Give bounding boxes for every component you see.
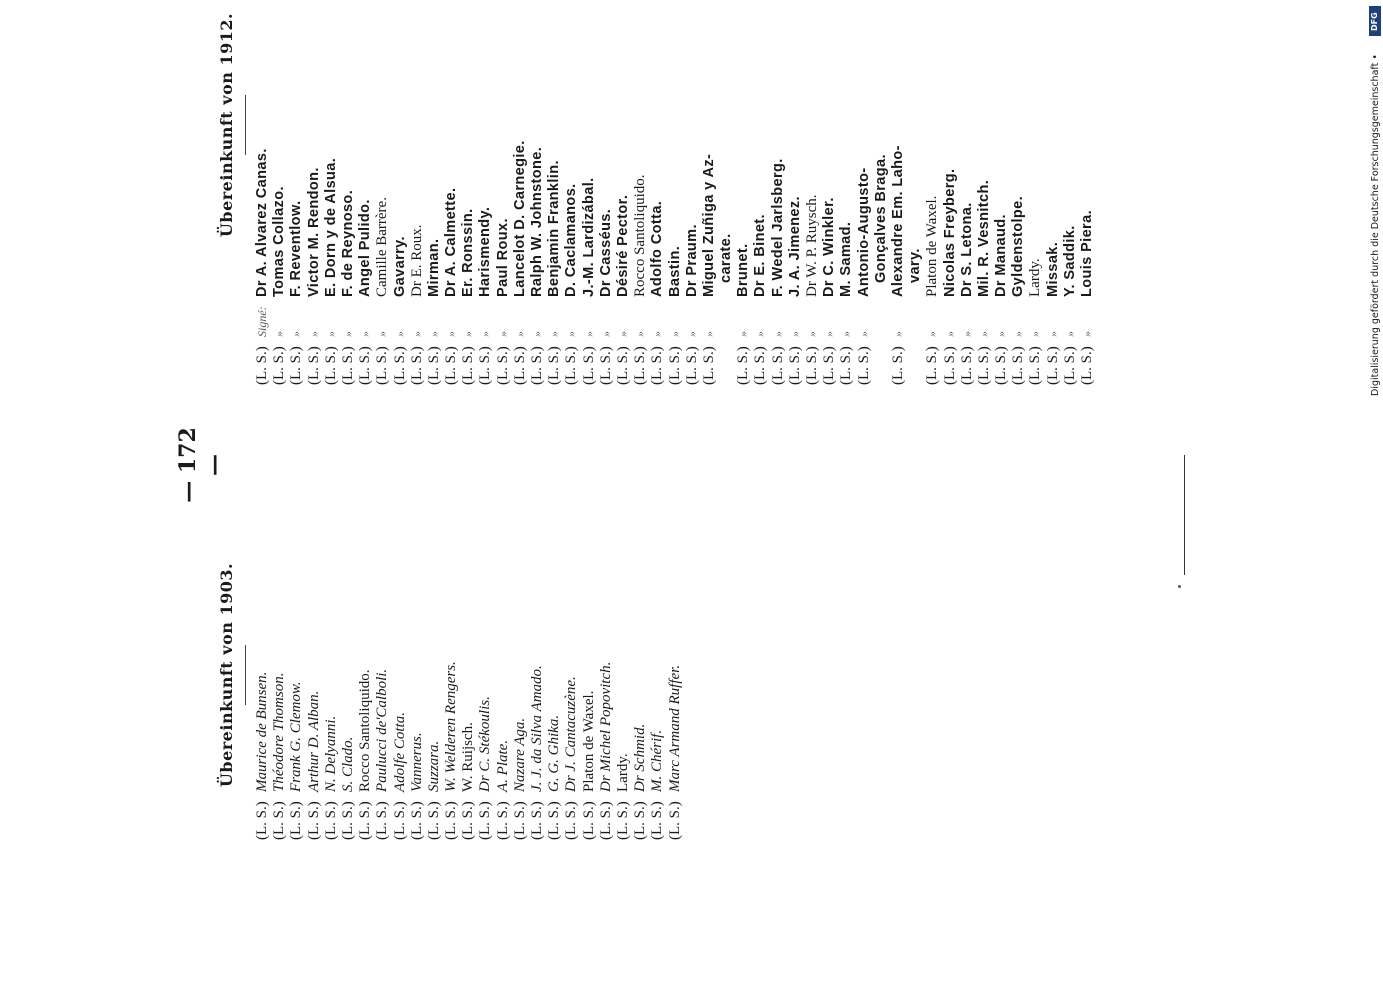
signatory-row [993,0,1010,385]
signatory-row [701,0,718,385]
signatory-name: Mil. R. Vesnitch. [975,179,992,297]
signatory-name: Dr A. Alvarez Canas. [254,148,270,297]
signe-mark: » [1045,331,1060,337]
heading-rule [245,645,246,705]
signatory-name: Dr S. Letona. [958,202,975,297]
seal-mark: (L. S.) [529,801,545,840]
signatory-name: Missak. [1044,241,1061,297]
signatory-name: Victor M. Rendon. [305,167,322,297]
signe-mark: » [890,331,905,337]
signe-mark: » [925,331,940,337]
ink-speck [1178,585,1181,588]
signe-mark: » [650,331,665,337]
seal-mark: (L. S.) [1010,346,1027,385]
signe-mark: » [822,331,837,337]
signe-mark: » [787,331,802,337]
signatory-name: J. A. Jimenez. [786,196,803,297]
signatory-row [288,0,305,385]
signatory-name: Paulucci de'Calboli. [374,668,391,792]
signatory-name: Tomas Collazo. [271,186,288,297]
signatory-row [357,510,374,840]
signe-mark: » [736,331,751,337]
signatory-name: Dr E. Roux. [408,224,425,297]
seal-mark: (L. S.) [494,801,511,840]
signatory-row [512,510,529,840]
signatory-row [1045,0,1062,385]
signatory-name: Gyldenstolpe. [1010,195,1027,297]
signatory-name: Benjamin Franklin. [546,160,563,297]
signatory-name: F. Reventlow. [288,200,305,297]
signatory-row [1079,0,1096,385]
signatory-name: F. de Reynoso. [339,189,356,297]
signe-mark: » [856,331,871,337]
seal-mark: (L. S.) [941,346,958,385]
signatory-row [838,0,855,385]
signatory-name: Nicolas Freyberg. [941,168,958,297]
signatory-name: Nazare Aga. [511,717,528,792]
signatory-name: Gonçalves Braga. [872,154,889,283]
signatory-row [632,0,649,385]
seal-mark: (L. S.) [769,346,786,385]
signe-mark: » [564,331,579,337]
signatory-row [374,510,391,840]
seal-mark: (L. S.) [460,346,477,385]
signatory-name: Dr C. Stékoulis. [477,696,494,792]
signatory-row [907,0,924,385]
digitization-credit [1368,6,1382,396]
seal-mark: (L. S.) [443,346,460,385]
signatory-name: Ralph W. Johnstone. [529,146,545,297]
signatory-name: Marc Armand Ruffer. [666,664,683,792]
seal-mark: (L. S.) [597,346,614,385]
signe-mark: » [839,331,854,337]
convention-1903-column [215,510,684,840]
seal-mark: (L. S.) [580,346,597,385]
seal-mark: (L. S.) [254,346,270,385]
signe-mark: » [976,331,991,337]
signatory-name: Arthur D. Alban. [305,690,322,792]
signatory-row [770,0,787,385]
signe-mark: » [1011,331,1026,337]
signe-mark: » [495,331,510,337]
signatory-name: Lardy. [1027,258,1044,297]
signatory-name: N. Delyanni. [322,715,339,792]
signatory-row [976,0,993,385]
signe-mark: » [805,331,819,337]
signatory-row [856,0,873,385]
signatory-row [443,0,460,385]
seal-mark: (L. S.) [357,346,374,385]
seal-mark: (L. S.) [546,346,563,385]
seal-mark: (L. S.) [614,801,631,840]
signatory-name: Platon de Waxel. [580,690,597,792]
seal-mark: (L. S.) [580,801,597,840]
signe-mark: » [375,331,390,337]
signatory-row [873,0,890,385]
seal-mark: (L. S.) [700,346,717,385]
seal-mark: (L. S.) [391,346,408,385]
signe-mark: » [942,331,957,337]
signatory-row [271,510,288,840]
signe-mark: » [994,331,1009,337]
signatory-list-1912 [254,0,1096,385]
signatory-row [563,510,580,840]
signe-mark: » [633,331,648,337]
signatory-row [340,510,357,840]
signe-mark: » [598,331,613,337]
seal-mark: (L. S.) [511,346,528,385]
seal-mark: (L. S.) [786,346,803,385]
signatory-row [787,0,804,385]
seal-mark: (L. S.) [889,346,906,385]
signatory-row [477,0,494,385]
signe-mark: » [392,331,407,337]
signatory-row [443,510,460,840]
signatory-name: Harismendy. [477,206,494,297]
signatory-name: Brunet. [735,243,752,297]
signatory-row [426,510,443,840]
signatory-row [1062,0,1079,385]
seal-mark: (L. S.) [477,801,494,840]
signatory-name: Mirman. [425,238,442,297]
signatory-row [684,0,701,385]
signatory-name: Dr Casséus. [597,208,614,297]
signe-mark: » [530,331,544,337]
seal-mark: (L. S.) [511,801,528,840]
signatory-name: vary. [907,248,924,283]
signe-mark: » [753,331,768,337]
signatory-name: A. Plate. [494,739,511,792]
seal-mark: (L. S.) [666,346,683,385]
signatory-name: Dr Michel Popovitch. [597,661,614,792]
signatory-name: Platon de Waxel. [924,195,941,297]
signatory-name: W. Welderen Rengers. [443,661,460,792]
signatory-name: Lancelot D. Carnegie. [511,140,528,297]
signatory-row [392,510,409,840]
signatory-name: Rocco Santoliquido. [357,669,374,792]
digitization-credit-text: Digitalisierung gefördert durch die Deutsche Forschungsgemeinschaft • [1370,54,1381,396]
convention-1912-column [215,0,1096,385]
seal-mark: (L. S.) [391,801,408,840]
signatory-name: Vannerus. [408,732,425,792]
signatory-name: D. Caclamanos. [563,183,580,297]
signatory-list-1903 [254,510,684,840]
signatory-name: Dr A. Calmette. [443,187,460,297]
seal-mark: (L. S.) [1079,346,1095,385]
signatory-row [649,0,666,385]
signatory-row [409,510,426,840]
signe-mark: » [701,331,716,337]
signatory-name: J. J. da Silva Amado. [529,665,545,792]
seal-mark: (L. S.) [1044,346,1061,385]
signe-mark: » [615,331,630,337]
seal-mark: (L. S.) [993,346,1010,385]
seal-mark: (L. S.) [546,801,563,840]
seal-mark: (L. S.) [975,346,992,385]
seal-mark: (L. S.) [374,346,391,385]
seal-mark: (L. S.) [408,346,425,385]
signe-mark: » [272,331,287,337]
signatory-row [752,0,769,385]
signe-mark: » [1080,331,1094,337]
seal-mark: (L. S.) [1061,346,1078,385]
signatory-row [598,510,615,840]
signatory-row [667,510,684,840]
signe-mark: » [340,331,355,337]
seal-mark: (L. S.) [339,346,356,385]
signe-mark: » [358,331,373,337]
seal-mark: (L. S.) [563,346,580,385]
signatory-name: Y. Saddik. [1061,225,1078,297]
signatory-name: G. G. Ghika. [546,714,563,792]
signatory-name: Gavarry. [391,236,408,297]
signatory-row [615,510,632,840]
seal-mark: (L. S.) [425,346,442,385]
signatory-row [460,0,477,385]
seal-mark: (L. S.) [494,346,511,385]
signe-mark: » [581,331,596,337]
seal-mark: (L. S.) [339,801,356,840]
seal-mark: (L. S.) [322,346,339,385]
signatory-name: Er. Ronssin. [460,208,477,297]
signe-mark: » [684,331,699,337]
seal-mark: (L. S.) [271,801,288,840]
signatory-row [529,0,546,385]
heading-rule [245,95,246,155]
seal-mark: (L. S.) [597,801,614,840]
seal-mark: (L. S.) [838,346,855,385]
seal-mark: (L. S.) [632,801,649,840]
signatory-name: Adolfo Cotta. [649,200,666,297]
signatory-row [942,0,959,385]
signe-mark: » [306,331,321,337]
seal-mark: (L. S.) [305,346,322,385]
signatory-row [409,0,426,385]
signatory-name: Désiré Pector. [614,194,631,297]
signatory-name: Adolfe Cotta. [391,712,408,792]
seal-mark: (L. S.) [649,801,666,840]
signatory-row [890,0,907,385]
signatory-name: Frank G. Clemow. [288,681,305,792]
signatory-row [495,0,512,385]
seal-mark: (L. S.) [288,801,305,840]
signatory-name: Miguel Zuñiga y Az- [700,153,717,297]
signatory-name: Suzzara. [425,740,442,792]
seal-mark: (L. S.) [563,801,580,840]
signatory-name: Dr Praum. [683,224,700,297]
signatory-row [563,0,580,385]
signe-mark: » [667,331,682,337]
seal-mark: (L. S.) [322,801,339,840]
signatory-row [581,510,598,840]
signatory-row [512,0,529,385]
signatory-row [735,0,752,385]
seal-mark: (L. S.) [666,801,683,840]
seal-mark: (L. S.) [443,801,460,840]
seal-mark: (L. S.) [425,801,442,840]
signatory-row [323,0,340,385]
signe-mark: » [770,331,785,337]
signatory-row [529,510,546,840]
seal-mark: (L. S.) [924,346,941,385]
signatory-name: Alexandre Em. Laho- [889,145,906,297]
seal-mark: (L. S.) [632,346,649,385]
signatory-row [254,510,271,840]
signatory-row [924,0,941,385]
signe-mark: » [289,331,304,337]
signatory-row [323,510,340,840]
signe-mark: » [323,331,338,337]
seal-mark: (L. S.) [649,346,666,385]
signatory-name: Camille Barrère. [374,197,391,297]
signatory-name: S. Clado. [339,736,356,792]
seal-mark: (L. S.) [271,346,288,385]
signatory-name: Dr Manaud. [993,214,1010,297]
seal-mark: (L. S.) [735,346,752,385]
signatory-name: Lardy. [614,753,631,792]
signatory-row [426,0,443,385]
signatory-row [667,0,684,385]
signatory-row [374,0,391,385]
signatory-row [392,0,409,385]
margin-rule [1184,455,1185,575]
seal-mark: (L. S.) [1027,346,1044,385]
signatory-name: Dr Schmid. [632,723,649,792]
seal-mark: (L. S.) [958,346,975,385]
signatory-row [581,0,598,385]
signatory-row [959,0,976,385]
signe-mark: » [959,331,974,337]
signatory-name: Bastin. [666,245,683,297]
signatory-row [649,510,666,840]
signatory-row [460,510,477,840]
signe-mark: » [1062,331,1077,337]
signatory-row [477,510,494,840]
seal-mark: (L. S.) [357,801,374,840]
signatory-row [271,0,288,385]
seal-mark: (L. S.) [254,801,270,840]
signatory-name: W. Ruijsch. [460,722,477,792]
signatory-name: J.-M. Lardizábal. [580,177,597,297]
seal-mark: (L. S.) [529,346,545,385]
signatory-row [306,510,323,840]
signatory-row [546,510,563,840]
signatory-row [804,0,821,385]
signatory-row [718,0,735,385]
seal-mark: (L. S.) [804,346,820,385]
signatory-name: Dr E. Binet. [752,214,769,297]
signe-mark: » [444,331,459,337]
signatory-row [598,0,615,385]
signatory-row [357,0,374,385]
signe-mark: » [547,331,562,337]
seal-mark: (L. S.) [683,346,700,385]
signatory-name: M. Samad. [838,221,855,297]
signatory-row [495,510,512,840]
signatory-name: Antonio-Augusto- [855,167,872,297]
signatory-name: Paul Roux. [494,218,511,297]
signatory-row [340,0,357,385]
signatory-name: Dr C. Winkler. [821,197,838,297]
signe-mark: » [1028,331,1043,337]
signatory-row [632,510,649,840]
signe-mark: » [409,331,424,337]
seal-mark: (L. S.) [614,346,631,385]
signatory-name: carate. [718,233,735,283]
signatory-name: E. Dorn y de Alsua. [322,157,339,297]
convention-1912-heading: Übereinkunft von 1912. [217,12,236,238]
seal-mark: (L. S.) [288,346,305,385]
signatory-name: M. Chérif. [649,729,666,792]
page-number: — 172 — [175,427,227,503]
signatory-name: Maurice de Bunsen. [254,671,270,792]
seal-mark: (L. S.) [821,346,838,385]
seal-mark: (L. S.) [477,346,494,385]
signatory-name: Angel Pulido. [357,199,374,297]
seal-mark: (L. S.) [305,801,322,840]
signatory-name: Louis Piera. [1079,210,1095,297]
signatory-row [254,0,271,385]
rotated-document [175,12,1135,840]
signatory-name: Théodore Thomson. [271,672,288,792]
signatory-name: Dr W. P. Ruysch. [804,194,820,297]
signatory-row [306,0,323,385]
seal-mark: (L. S.) [855,346,872,385]
signe-mark: » [461,331,476,337]
signatory-row [1010,0,1027,385]
signatory-row [821,0,838,385]
signatory-name: Rocco Santoliquido. [632,174,649,297]
seal-mark: (L. S.) [752,346,769,385]
signatory-row [288,510,305,840]
signatory-name: F. Wedel Jarlsberg. [769,158,786,297]
signatory-name: Dr J. Cantacuzène. [563,676,580,792]
signe-mark: » [512,331,527,337]
signatory-row [1027,0,1044,385]
seal-mark: (L. S.) [374,801,391,840]
dfg-logo: DFG [1369,6,1381,36]
seal-mark: (L. S.) [408,801,425,840]
signe-mark: » [478,331,493,337]
signatory-row [546,0,563,385]
seal-mark: (L. S.) [460,801,477,840]
convention-1903-heading: Übereinkunft von 1903. [217,562,236,788]
signe-mark: » [426,331,441,337]
signatory-row [615,0,632,385]
signe-mark: Signé: [255,306,269,337]
